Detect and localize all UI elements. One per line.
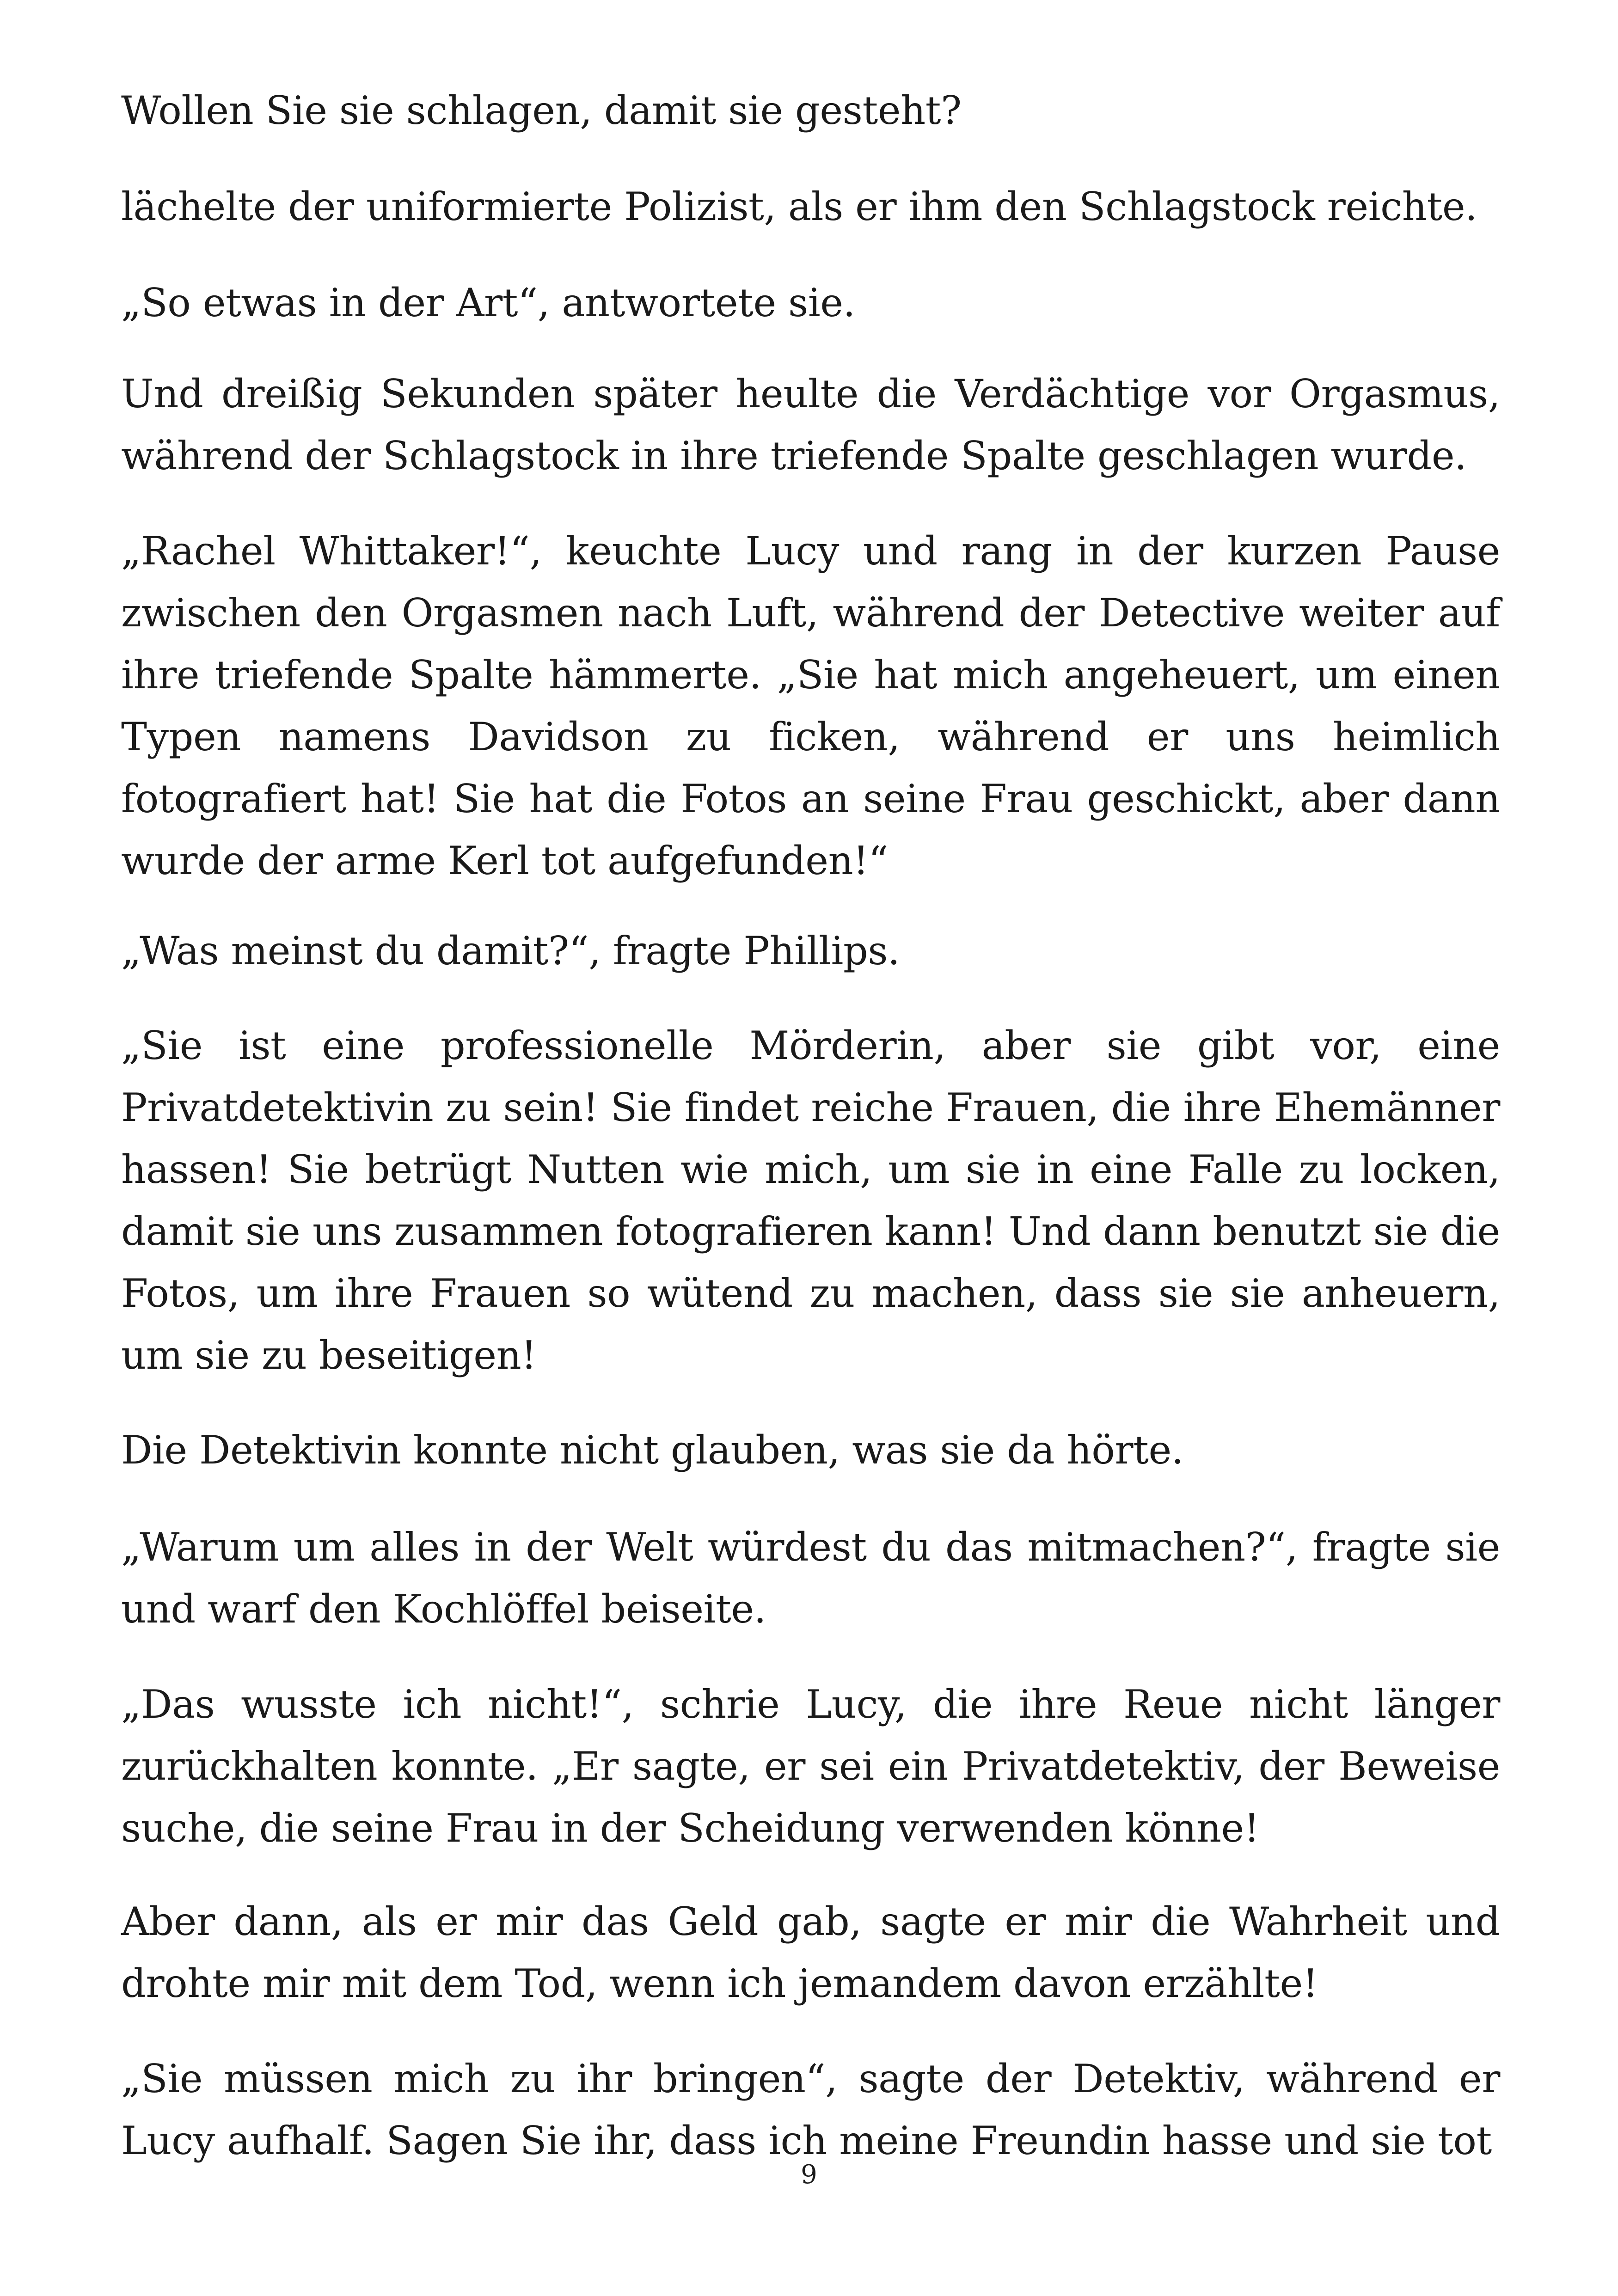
paragraph-10: „Das wusste ich nicht!“, schrie Lucy, die ihre Reue nicht länger zurückhalten konnte. „Er sagte, er sei ein Privatdetektiv, der Beweise suche, die seine Frau in der Scheidung verwenden könne! — [121, 1682, 1500, 1851]
paragraph-3: „So etwas in der Art“, antwortete sie. — [121, 280, 855, 325]
page-number: 9 — [801, 2160, 817, 2190]
paragraph-4: Und dreißig Sekunden später heulte die Verdächtige vor Orgasmus, während der Schlagstock in ihre triefende Spalte geschlagen wurde. — [121, 371, 1500, 478]
paragraph-2: lächelte der uniformierte Polizist, als er ihm den Schlagstock reichte. — [121, 184, 1477, 229]
paragraph-11: Aber dann, als er mir das Geld gab, sagte er mir die Wahrheit und drohte mir mit dem Tod, wenn ich jemandem davon erzählte! — [121, 1899, 1500, 2006]
paragraph-7: „Sie ist eine professionelle Mörderin, aber sie gibt vor, eine Privatdetektivin zu sein! Sie findet reiche Frauen, die ihre Ehemänner hassen! Sie betrügt Nutten wie mich, um sie in eine Falle zu locken, damit sie uns zusammen fotografieren kann! Und dann benutzt sie die Fotos, um ihre Frauen so wütend zu machen, dass sie sie anheuern, um sie zu beseitigen! — [121, 1023, 1500, 1378]
paragraph-6: „Was meinst du damit?“, fragte Phillips. — [121, 928, 900, 974]
paragraph-12: „Sie müssen mich zu ihr bringen“, sagte der Detektiv, während er Lucy aufhalf. Sagen Sie ihr, dass ich meine Freundin hasse und sie tot — [121, 2056, 1500, 2163]
paragraph-9: „Warum um alles in der Welt würdest du das mitmachen?“, fragte sie und warf den Kochlöffel beiseite. — [121, 1525, 1500, 1632]
paragraph-1: Wollen Sie sie schlagen, damit sie gesteht? — [121, 88, 962, 133]
paragraph-8: Die Detektivin konnte nicht glauben, was sie da hörte. — [121, 1427, 1184, 1473]
paragraph-5: „Rachel Whittaker!“, keuchte Lucy und rang in der kurzen Pause zwischen den Orgasmen nach Luft, während der Detective weiter auf ihre triefende Spalte hämmerte. „Sie hat mich angeheuert, um einen Typen namens Davidson zu ficken, während er uns heimlich fotografiert hat! Sie hat die Fotos an seine Frau geschickt, aber dann wurde der arme Kerl tot aufgefunden!“ — [121, 528, 1500, 883]
